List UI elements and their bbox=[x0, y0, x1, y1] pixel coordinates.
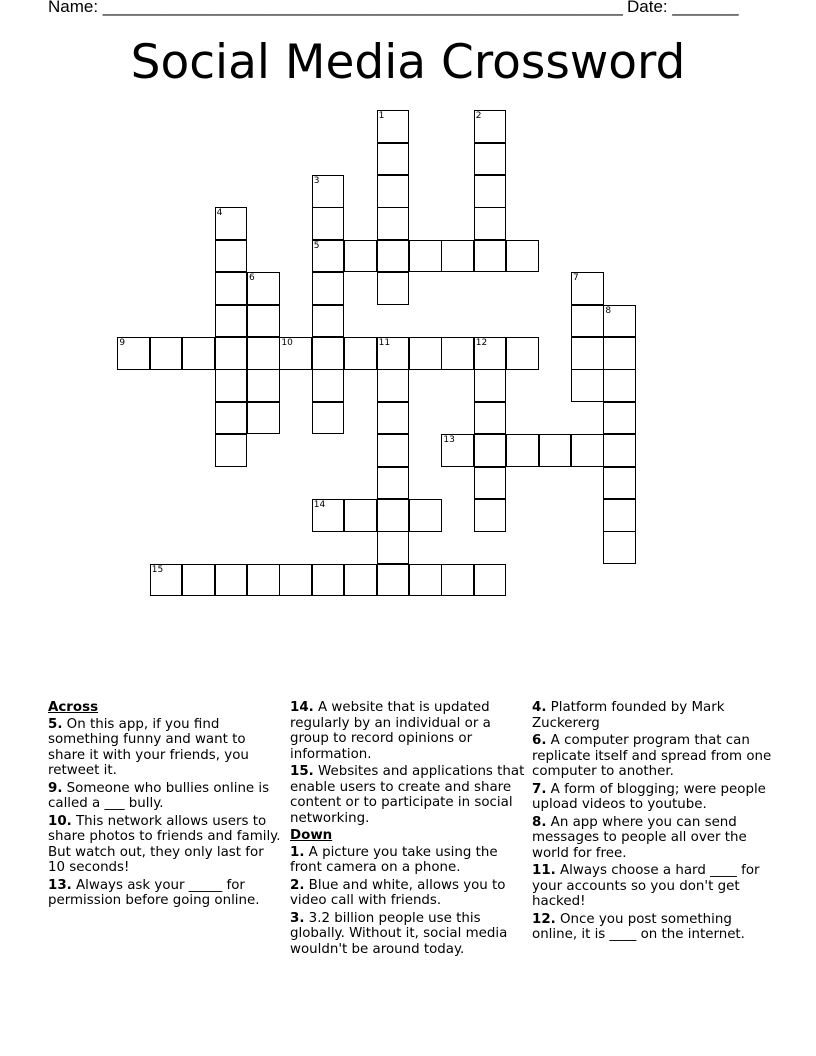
grid-cell[interactable] bbox=[215, 337, 248, 370]
grid-cell[interactable] bbox=[344, 337, 377, 370]
grid-cell[interactable] bbox=[312, 564, 345, 597]
grid-cell[interactable] bbox=[150, 564, 183, 597]
clue-down-7: 7. A form of blogging; were people upload videos to youtube. bbox=[532, 781, 766, 812]
clue-number: 13 bbox=[443, 435, 455, 446]
grid-cell[interactable] bbox=[150, 337, 183, 370]
grid-cell[interactable] bbox=[474, 402, 507, 435]
grid-cell[interactable] bbox=[474, 207, 507, 240]
clue-down-12: 12. Once you post something online, it is ____ on the internet. bbox=[532, 911, 745, 942]
grid-cell[interactable] bbox=[215, 402, 248, 435]
grid-cell[interactable] bbox=[279, 564, 312, 597]
grid-cell[interactable] bbox=[603, 467, 636, 500]
grid-cell[interactable] bbox=[247, 272, 280, 305]
clues-column-3 bbox=[532, 700, 772, 945]
clue-number: 5 bbox=[313, 240, 320, 251]
grid-cell[interactable] bbox=[312, 207, 345, 240]
clue-number: 10 bbox=[281, 338, 293, 348]
grid-cell[interactable] bbox=[474, 337, 507, 370]
grid-cell[interactable] bbox=[506, 337, 539, 370]
grid-cell[interactable] bbox=[377, 143, 410, 176]
clue-down-3: 3. 3.2 billion people use this globally. Without it, social media wouldn't be around today. bbox=[290, 910, 508, 957]
clue-across-10: 10. This network allows users to share photos to friends and family. But watch out, they only last for 10 seconds! bbox=[48, 813, 281, 875]
grid-cell[interactable] bbox=[215, 564, 248, 597]
grid-cell[interactable] bbox=[409, 240, 442, 273]
grid-cell[interactable] bbox=[474, 499, 507, 532]
grid-cell[interactable] bbox=[312, 272, 345, 305]
grid-cell[interactable] bbox=[247, 402, 280, 435]
grid-cell[interactable] bbox=[603, 337, 636, 370]
grid-cell[interactable] bbox=[215, 369, 248, 402]
clue-across-13: 13. Always ask your _____ for permission before going online. bbox=[48, 877, 260, 908]
grid-cell[interactable] bbox=[474, 369, 507, 402]
grid-cell[interactable] bbox=[312, 175, 345, 208]
grid-cell[interactable] bbox=[603, 434, 636, 467]
grid-cell[interactable] bbox=[571, 369, 604, 402]
clue-number: 4 bbox=[216, 208, 223, 219]
grid-cell[interactable] bbox=[377, 564, 410, 597]
clue-number: 6 bbox=[249, 273, 255, 284]
grid-cell[interactable] bbox=[377, 467, 410, 500]
grid-cell[interactable] bbox=[247, 337, 280, 370]
grid-cell[interactable] bbox=[215, 207, 248, 240]
grid-cell[interactable] bbox=[409, 337, 442, 370]
grid-cell[interactable] bbox=[312, 499, 345, 532]
grid-cell[interactable] bbox=[312, 369, 345, 402]
clue-across-5: 5. On this app, if you find something funny and want to share it with your friends, you retweet it. bbox=[48, 716, 249, 778]
clue-number: 15 bbox=[151, 564, 164, 575]
grid-cell[interactable] bbox=[215, 434, 248, 467]
grid-cell[interactable] bbox=[279, 337, 312, 370]
grid-cell[interactable] bbox=[603, 499, 636, 532]
grid-cell[interactable] bbox=[377, 240, 410, 273]
grid-cell[interactable] bbox=[377, 175, 410, 208]
grid-cell[interactable] bbox=[441, 240, 474, 273]
grid-cell[interactable] bbox=[247, 305, 280, 338]
grid-cell[interactable] bbox=[377, 434, 410, 467]
grid-cell[interactable] bbox=[344, 240, 377, 273]
grid-cell[interactable] bbox=[215, 305, 248, 338]
grid-cell[interactable] bbox=[474, 434, 507, 467]
grid-cell[interactable] bbox=[441, 337, 474, 370]
grid-cell[interactable] bbox=[215, 272, 248, 305]
clue-down-8: 8. An app where you can send messages to people all over the world for free. bbox=[532, 814, 747, 861]
grid-cell[interactable] bbox=[247, 564, 280, 597]
across-heading: Across bbox=[48, 700, 99, 715]
grid-cell[interactable] bbox=[571, 305, 604, 338]
grid-cell[interactable] bbox=[377, 499, 410, 532]
grid-cell[interactable] bbox=[603, 369, 636, 402]
grid-cell[interactable] bbox=[247, 369, 280, 402]
clue-down-1: 1. A picture you take using the front camera on a phone. bbox=[290, 844, 498, 875]
grid-cell[interactable] bbox=[474, 143, 507, 176]
grid-cell[interactable] bbox=[377, 369, 410, 402]
clue-across-14: 14. A website that is updated regularly by an individual or a group to record opinions or information. bbox=[290, 700, 491, 762]
clue-number: 1 bbox=[378, 111, 385, 122]
clue-across-9: 9. Someone who bullies online is called a ___ bully. bbox=[48, 780, 270, 811]
clue-number: 3 bbox=[313, 176, 320, 186]
clue-number: 12 bbox=[475, 338, 488, 348]
clue-number: 2 bbox=[475, 111, 482, 122]
grid-cell[interactable] bbox=[539, 434, 572, 467]
grid-cell[interactable] bbox=[474, 175, 507, 208]
grid-cell[interactable] bbox=[377, 272, 410, 305]
grid-cell[interactable] bbox=[344, 564, 377, 597]
clue-down-2: 2. Blue and white, allows you to video call with friends. bbox=[290, 877, 506, 908]
clue-down-6: 6. A computer program that can replicate itself and spread from one computer to another. bbox=[532, 733, 772, 779]
grid-cell[interactable] bbox=[571, 337, 604, 370]
clue-number: 7 bbox=[573, 273, 579, 284]
clues-column-1 bbox=[48, 700, 283, 911]
grid-cell[interactable] bbox=[409, 564, 442, 597]
grid-cell[interactable] bbox=[603, 402, 636, 435]
grid-cell[interactable] bbox=[377, 337, 410, 370]
grid-cell[interactable] bbox=[312, 240, 345, 273]
grid-cell[interactable] bbox=[377, 207, 410, 240]
clue-number: 11 bbox=[378, 338, 391, 348]
date-field[interactable]: Date: _______ bbox=[627, 0, 739, 16]
grid-cell[interactable] bbox=[506, 240, 539, 273]
grid-cell[interactable] bbox=[571, 272, 604, 305]
grid-cell[interactable] bbox=[312, 305, 345, 338]
grid-cell[interactable] bbox=[182, 337, 215, 370]
grid-cell[interactable] bbox=[117, 337, 150, 370]
grid-cell[interactable] bbox=[474, 467, 507, 500]
grid-cell[interactable] bbox=[571, 434, 604, 467]
clue-down-11: 11. Always choose a hard ____ for your accounts so you don't get hacked! bbox=[532, 863, 760, 909]
grid-cell[interactable] bbox=[377, 110, 410, 143]
grid-cell[interactable] bbox=[441, 564, 474, 597]
down-heading: Down bbox=[290, 828, 333, 843]
grid-cell[interactable] bbox=[409, 499, 442, 532]
grid-cell[interactable] bbox=[603, 531, 636, 564]
grid-cell[interactable] bbox=[474, 240, 507, 273]
page-title: Social Media Crossword bbox=[130, 35, 686, 90]
grid-cell[interactable] bbox=[441, 434, 474, 467]
grid-cell[interactable] bbox=[377, 531, 410, 564]
grid-cell[interactable] bbox=[603, 305, 636, 338]
clue-down-4: 4. Platform founded by Mark Zuckererg bbox=[532, 700, 725, 731]
grid-cell[interactable] bbox=[182, 564, 215, 597]
grid-cell[interactable] bbox=[377, 402, 410, 435]
name-field[interactable]: Name: _______________________________________________________ bbox=[48, 0, 623, 16]
clue-number: 8 bbox=[605, 305, 612, 316]
grid-cell[interactable] bbox=[215, 240, 248, 273]
grid-cell[interactable] bbox=[506, 434, 539, 467]
clue-across-15: 15. Websites and applications that enable users to create and share content or to participate in social networking. bbox=[290, 764, 525, 826]
grid-cell[interactable] bbox=[344, 499, 377, 532]
grid-cell[interactable] bbox=[312, 402, 345, 435]
grid-cell[interactable] bbox=[474, 110, 507, 143]
clue-number: 14 bbox=[313, 500, 326, 510]
clues-column-2 bbox=[290, 700, 528, 959]
grid-cell[interactable] bbox=[474, 564, 507, 597]
grid-cell[interactable] bbox=[312, 337, 345, 370]
clue-number: 9 bbox=[119, 338, 126, 348]
